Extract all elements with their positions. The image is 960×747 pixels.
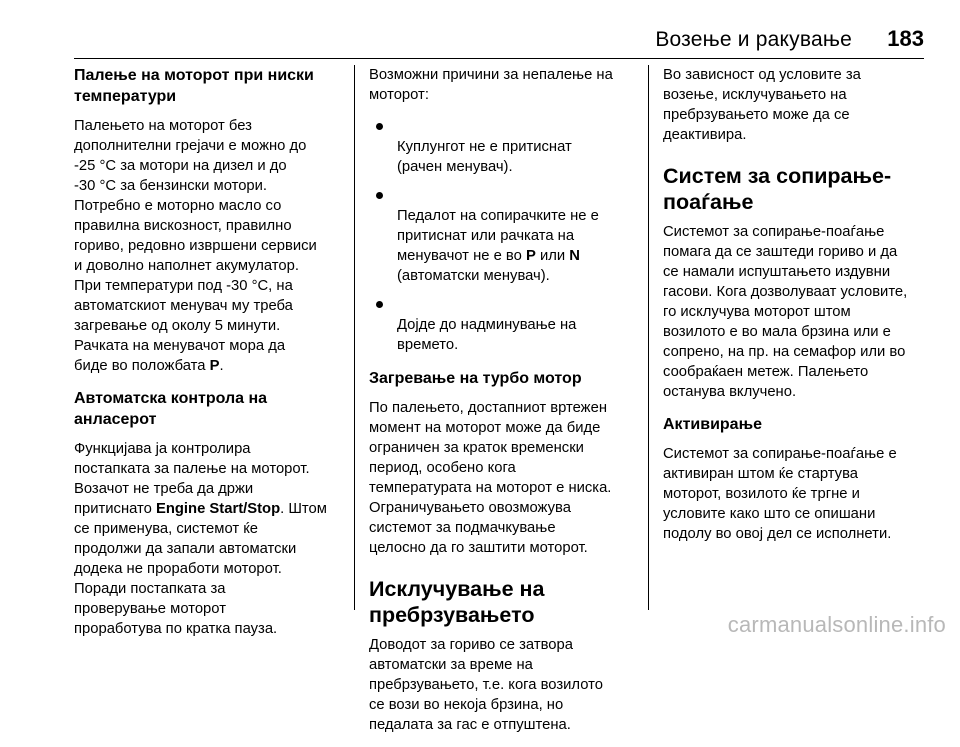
paragraph-activation: Системот за сопирање-поаѓање е активиран штом ќе стартува моторот, возилото ќе тргне и условите како што се опишани подолу во овој дел се исполнети. [663, 446, 897, 542]
bullet-icon [376, 192, 383, 199]
list-item: Дојде до надминување на времето. [369, 295, 641, 355]
bullet-icon [376, 301, 383, 308]
running-header-title: Возење и ракување [655, 28, 852, 51]
page-header [0, 0, 960, 60]
failure-reasons-list [369, 117, 641, 355]
section-heading-stop-start-system: Систем за сопирање- поаѓање [663, 164, 892, 214]
paragraph-stop-start-system: Системот за сопирање-поаѓање помага да се заштеди гориво и да се намали испуштањето издувни гасови. Кога дозволуваат условите, го исклучува моторот штом возилото е во мала брзина или е сопрено, на пр. на семафор или во сообраќаен метеж. Палењето останува вклучено. [663, 224, 908, 400]
list-item: Куплунгот не е притиснат (рачен менувач). [369, 117, 641, 177]
paragraph-overrun-cutoff: Доводот за гориво се затвора автоматски за време на пребрзувањето, т.е. кога возилото се вози во некоја брзина, но педалата за гас е отпуштена. [369, 637, 603, 733]
section-heading-starter-control: Автоматска контрола на анласерот [74, 390, 268, 428]
section-heading-overrun-cutoff: Исклучување на пребрзувањето [369, 577, 545, 627]
bullet-icon [376, 123, 383, 130]
section-heading-cold-start: Палење на моторот при ниски температури [74, 67, 314, 105]
header-rule [74, 58, 924, 59]
section-heading-turbo-warmup: Загревање на турбо мотор [369, 370, 582, 387]
column-1 [74, 65, 346, 651]
column-3 [663, 65, 935, 556]
gear-position-p: P [209, 358, 220, 374]
engine-start-stop-label: Engine Start/Stop [155, 501, 281, 517]
column-divider-1 [354, 65, 355, 610]
paragraph-turbo-warmup: По палењето, достапниот вртежен момент на моторот може да биде ограничен за краток временски период, особено кога температурата на моторот е ниска. Ограничувањето овозможува системот за подмачкување целосно да го заштити моторот. [369, 400, 612, 556]
list-item: Педалот на сопирачките не е притиснат или рачката на менувачот не е во P или N (автоматски менувач). [369, 186, 641, 286]
paragraph-failure-reasons-intro: Возможни причини за непалење на моторот: [369, 67, 613, 103]
section-heading-activation: Активирање [663, 416, 762, 433]
paragraph-starter-control: Функцијава ја контролира постапката за палење на моторот. Возачот не треба да држи притиснато Engine Start/Stop. Штом се применува, системот ќе продолжи да запали автоматски додека не проработи моторот. Поради постапката за проверување моторот проработува по кратка пауза. [74, 441, 327, 637]
paragraph-overrun-cutoff-continued: Во зависност од условите за возење, исклучувањето на пребрзувањето може да се деактивира. [663, 67, 861, 143]
column-divider-2 [648, 65, 649, 610]
paragraph-cold-start: Палењето на моторот без дополнителни грејачи е можно до -25 °C за мотори на дизел и до -30 °C за бензински мотори. Потребно е моторно масло со правилна вискозност, правилно гориво, редовно извршени сервиси и доволно наполнет акумулатор. При температури под -30 °C, на автоматскиот менувач му треба загревање од околу 5 минути. Рачката на менувачот мора да биде во положбата P. [74, 118, 317, 374]
page-number: 183 [887, 26, 924, 51]
watermark-text: carmanualsonline.info [727, 612, 946, 637]
column-2 [369, 65, 641, 747]
